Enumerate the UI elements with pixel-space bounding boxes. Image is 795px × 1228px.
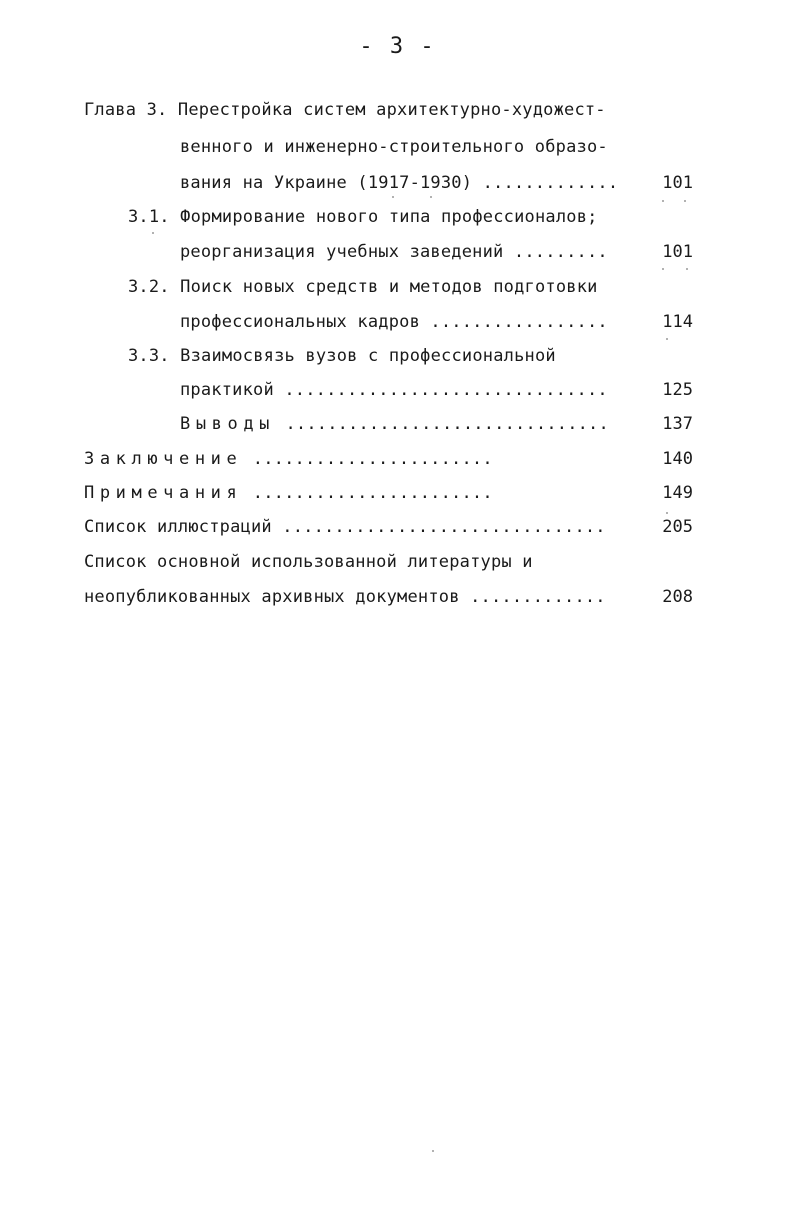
toc-primechaniya-line [84, 482, 493, 504]
toc-zaklyuchenie-label: Заключение [84, 449, 243, 469]
toc-section-3-2-page: 114 [662, 312, 693, 332]
scan-speck [430, 196, 432, 198]
scan-speck [686, 268, 688, 270]
scan-speck [666, 512, 668, 514]
toc-chapter3-page: 101 [662, 173, 693, 193]
toc-section-3-3-line1: 3.3. Взаимосвязь вузов с профессиональной [128, 346, 556, 366]
toc-section-3-3-line2: практикой ............................... [180, 380, 608, 400]
scan-speck [662, 200, 664, 202]
toc-conclusions-label: Выводы [180, 414, 276, 434]
toc-zaklyuchenie-line [84, 448, 493, 470]
toc-chapter3-line2: венного и инженерно-строительного образо- [180, 137, 608, 157]
toc-illustrations-page: 205 [662, 517, 693, 537]
toc-chapter3-line3: вания на Украине (1917-1930) ............. [180, 173, 619, 193]
toc-literature-page: 208 [662, 587, 693, 607]
scan-speck [662, 268, 664, 270]
scan-speck [684, 200, 686, 202]
toc-primechaniya-dots: ....................... [242, 483, 493, 503]
toc-zaklyuchenie-page: 140 [662, 449, 693, 469]
toc-section-3-2-line2: профессиональных кадров ................. [180, 312, 608, 332]
toc-section-3-2-line1: 3.2. Поиск новых средств и методов подготовки [128, 277, 598, 297]
toc-chapter3-line1: Глава 3. Перестройка систем архитектурно-художест- [84, 100, 606, 120]
toc-section-3-3-page: 125 [662, 380, 693, 400]
toc-conclusions-line [180, 413, 609, 435]
toc-section-3-1-page: 101 [662, 242, 693, 262]
toc-section-3-1-line1: 3.1. Формирование нового типа профессионалов; [128, 207, 598, 227]
scan-speck [666, 338, 668, 340]
toc-zaklyuchenie-dots: ....................... [242, 449, 493, 469]
toc-primechaniya-page: 149 [662, 483, 693, 503]
toc-literature-line2: неопубликованных архивных документов ............. [84, 587, 606, 607]
toc-conclusions-page: 137 [662, 414, 693, 434]
scan-speck [432, 1150, 434, 1152]
scan-speck [152, 232, 154, 234]
toc-conclusions-dots: ............................... [275, 414, 609, 434]
toc-literature-line1: Список основной использованной литературы и [84, 552, 533, 572]
toc-illustrations-line: Список иллюстраций ............................... [84, 517, 606, 537]
page-number: - 3 - [359, 34, 436, 59]
toc-primechaniya-label: Примечания [84, 483, 243, 503]
toc-section-3-1-line2: реорганизация учебных заведений ......... [180, 242, 608, 262]
scan-speck [392, 196, 394, 198]
